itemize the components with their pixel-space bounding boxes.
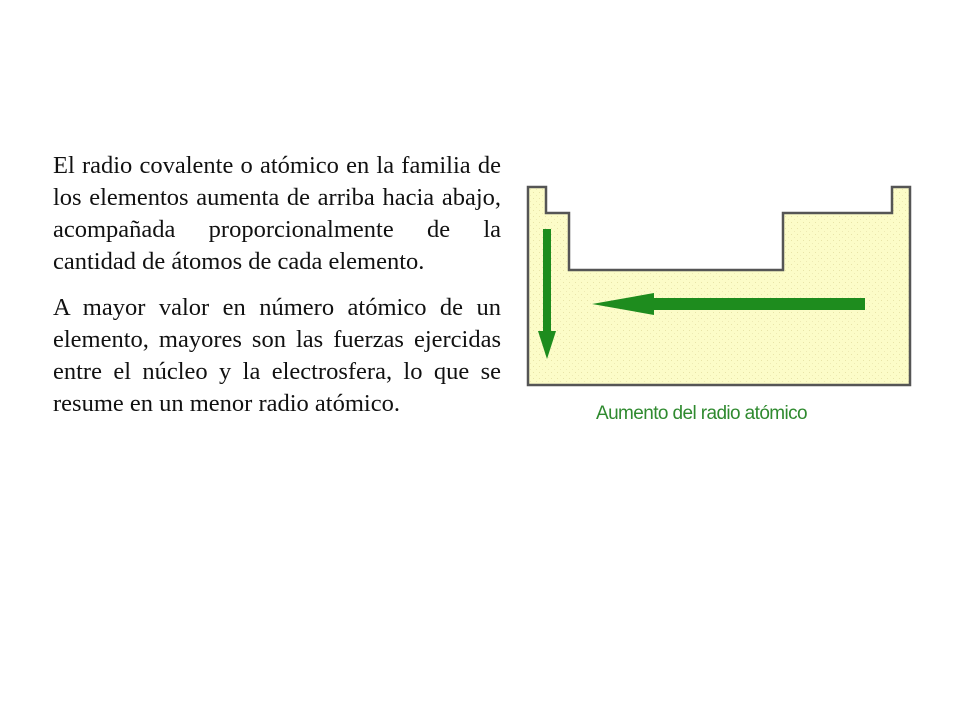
diagram-caption: Aumento del radio atómico [596,403,808,424]
periodic-table-diagram [526,185,912,435]
periodic-table-outline [528,187,910,385]
paragraph-atomic-number: A mayor valor en número atómico de un elemento, mayores son las fuerzas ejercidas entre el núcleo y la electrosfera, lo que se resume en un menor radio atómico. [53,294,501,417]
text-block [53,150,501,434]
diagram-svg [526,185,912,435]
paragraph-radius-family: El radio covalente o atómico en la familia de los elementos aumenta de arriba hacia abajo, acompañada proporcionalmente de la cantidad de átomos de cada elemento. [53,152,501,275]
